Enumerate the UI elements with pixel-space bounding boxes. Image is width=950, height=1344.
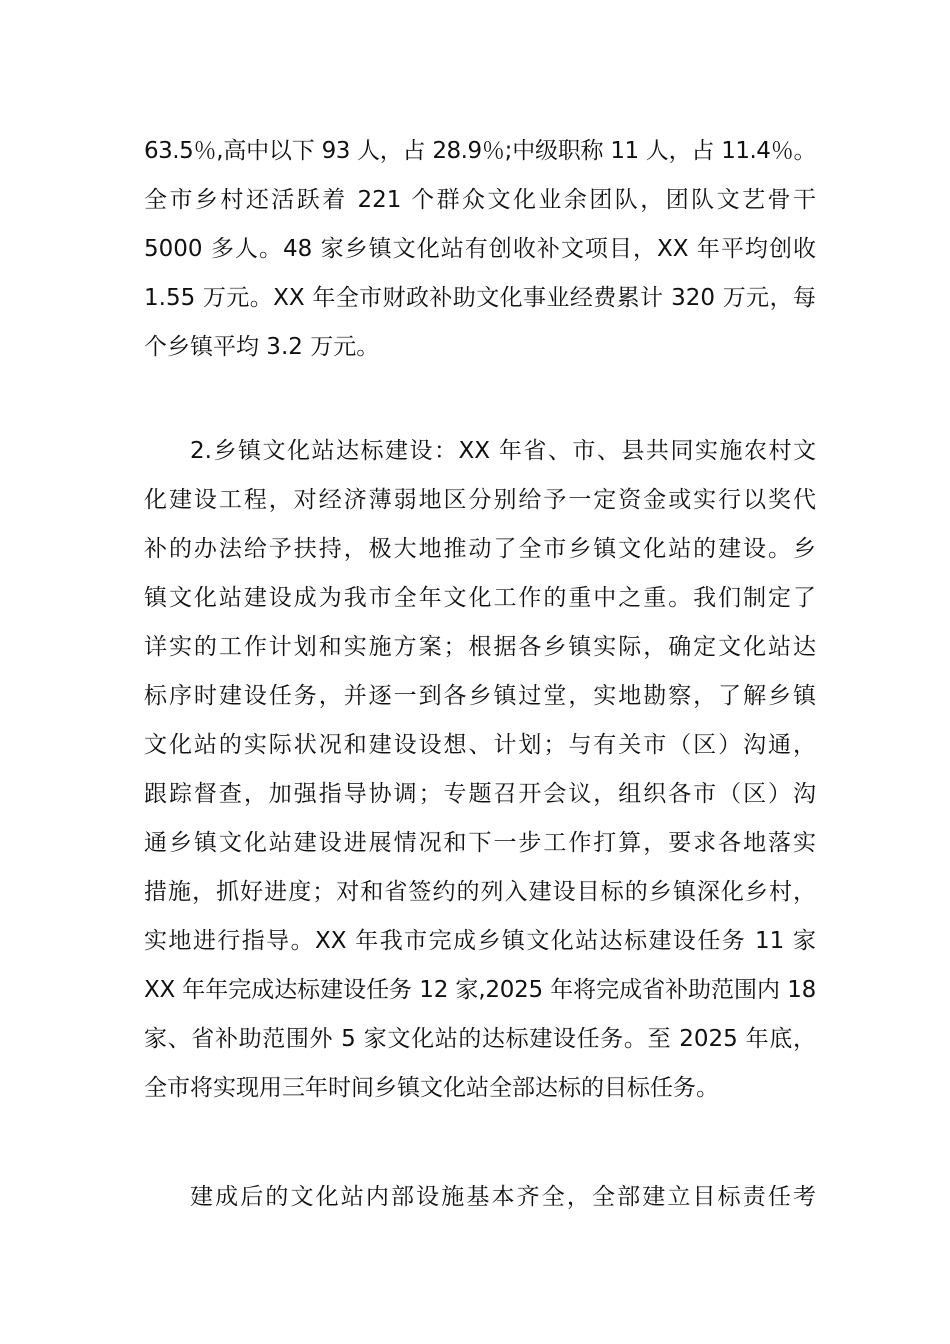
- paragraph-facilities: [144, 1173, 816, 1222]
- text-line: 措施，抓好进度；对和省签约的列入建设目标的乡镇深化乡村，: [144, 879, 816, 905]
- text-line: 全市乡村还活跃着 221 个群众文化业余团队，团队文艺骨干: [144, 187, 816, 213]
- text-line: 5000 多人。48 家乡镇文化站有创收补文项目，XX 年平均创收: [144, 236, 816, 262]
- paragraph-statistics: [144, 127, 816, 372]
- text-line: 镇文化站建设成为我市全年文化工作的重中之重。我们制定了: [144, 585, 816, 611]
- text-line: 标序时建设任务，并逐一到各乡镇过堂，实地勘察，了解乡镇: [144, 683, 816, 709]
- text-line: 详实的工作计划和实施方案；根据各乡镇实际，确定文化站达: [144, 634, 816, 660]
- text-line: 63.5％,高中以下 93 人，占 28.9％;中级职称 11 人，占 11.4％。: [144, 138, 816, 164]
- text-line: 2.乡镇文化站达标建设：XX 年省、市、县共同实施农村文: [190, 438, 816, 464]
- text-line: 个乡镇平均 3.2 万元。: [144, 334, 380, 360]
- text-line: 建成后的文化站内部设施基本齐全，全部建立目标责任考: [190, 1184, 816, 1210]
- text-line: XX 年年完成达标建设任务 12 家,2025 年将完成省补助范围内 18: [144, 977, 816, 1003]
- text-line: 1.55 万元。XX 年全市财政补助文化事业经费累计 320 万元，每: [144, 285, 816, 311]
- text-line: 文化站的实际状况和建设设想、计划；与有关市（区）沟通，: [144, 732, 816, 758]
- text-line: 化建设工程，对经济薄弱地区分别给予一定资金或实行以奖代: [144, 487, 816, 513]
- text-line: 跟踪督查，加强指导协调；专题召开会议，组织各市（区）沟: [144, 781, 816, 807]
- text-line: 家、省补助范围外 5 家文化站的达标建设任务。至 2025 年底，: [144, 1026, 816, 1052]
- text-line: 全市将实现用三年时间乡镇文化站全部达标的目标任务。: [144, 1075, 719, 1101]
- text-line: 通乡镇文化站建设进展情况和下一步工作打算，要求各地落实: [144, 830, 816, 856]
- text-line: 补的办法给予扶持，极大地推动了全市乡镇文化站的建设。乡: [144, 536, 816, 562]
- text-line: 实地进行指导。XX 年我市完成乡镇文化站达标建设任务 11 家: [144, 928, 816, 954]
- paragraph-station-construction: [144, 427, 816, 1113]
